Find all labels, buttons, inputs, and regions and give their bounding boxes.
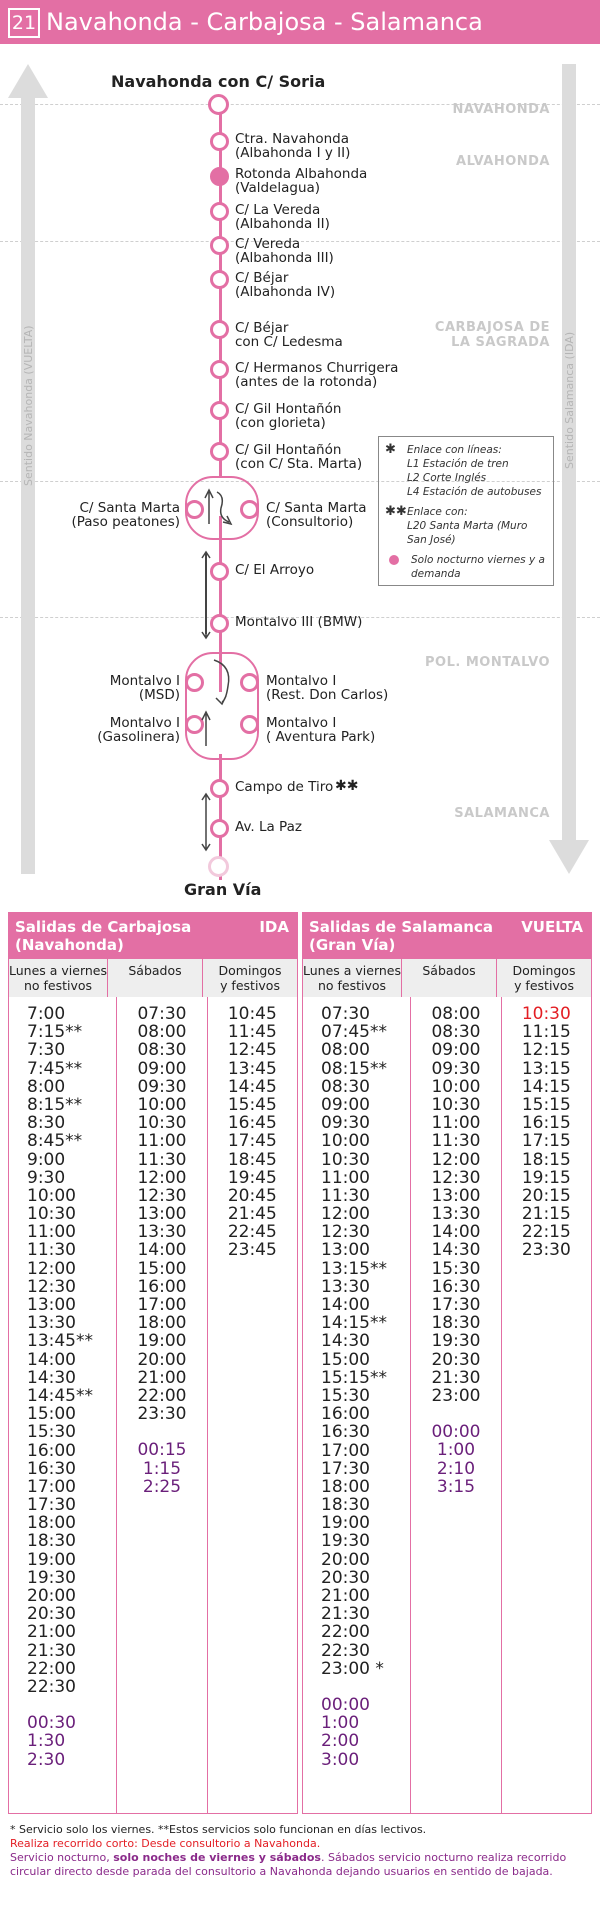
stop-marker[interactable] <box>210 132 229 151</box>
departure-time: 15:00 <box>321 1349 370 1370</box>
night-departure-time: 1:30 <box>27 1731 66 1752</box>
departure-time: 23:30 <box>521 1240 571 1261</box>
time-column <box>9 997 117 1813</box>
stop-label: Av. La Paz <box>235 819 302 835</box>
departure-time: 18:30 <box>321 1495 370 1516</box>
departure-time: 20:30 <box>321 1567 370 1588</box>
interchange-icon: ✱✱ <box>385 504 407 519</box>
departure-time: 19:30 <box>321 1531 370 1552</box>
departure-time: 13:00 <box>431 1185 481 1206</box>
departure-time: 14:15** <box>321 1313 387 1334</box>
stop-gran-via[interactable] <box>208 856 229 877</box>
direction-label: VUELTA <box>521 918 583 936</box>
departure-time: 19:45 <box>227 1167 277 1188</box>
departure-time: 14:00 <box>137 1240 187 1261</box>
timetable-title: Salidas de Salamanca (Gran Vía) <box>309 918 493 954</box>
departure-time: 22:00 <box>321 1622 370 1643</box>
legend-line: L4 Estación de autobuses <box>407 486 542 498</box>
night-departure-time: 1:15 <box>142 1458 182 1479</box>
departure-time: 11:00 <box>137 1131 187 1152</box>
night-departure-time: 00:15 <box>137 1440 187 1461</box>
stop-label: C/ Vereda (Albahonda III) <box>235 236 334 266</box>
departure-time: 21:00 <box>27 1622 76 1643</box>
stop-label: C/ Gil Hontañón (con C/ Sta. Marta) <box>235 442 363 472</box>
departure-time: 08:30 <box>321 1076 370 1097</box>
departure-time: 15:30 <box>27 1422 76 1443</box>
time-column <box>208 997 297 1813</box>
footnote-line: * Servicio solo los viernes. **Estos servicios solo funcionan en días lectivos. <box>10 1823 427 1836</box>
departure-time: 08:30 <box>431 1022 481 1043</box>
timetable-title: Salidas de Carbajosa (Navahonda) <box>15 918 192 954</box>
departure-time: 12:00 <box>321 1204 370 1225</box>
loop-arrows-icon <box>203 484 239 530</box>
departure-time: 16:45 <box>227 1113 277 1134</box>
footnote-line: Servicio nocturno, solo noches de viernes y sábados. Sábados servicio nocturno realiza recorrido circular directo desde parada del consultorio a Navahonda dejando usuarios en sentido de bajada. <box>10 1851 567 1878</box>
departure-time: 13:00 <box>137 1204 187 1225</box>
legend-line: L2 Corte Inglés <box>407 472 487 484</box>
departure-time: 15:30 <box>431 1258 481 1279</box>
departure-time: 21:00 <box>137 1367 187 1388</box>
departure-time: 14:30 <box>431 1240 481 1261</box>
night-departure-time: 1:00 <box>436 1440 476 1461</box>
column-header: Domingos y festivos <box>512 963 576 993</box>
zone-label-salamanca: SALAMANCA <box>454 806 550 821</box>
legend-line: Solo nocturno viernes y a demanda <box>411 554 545 580</box>
departure-time: 17:00 <box>321 1440 370 1461</box>
departure-time: 7:15** <box>27 1022 83 1043</box>
departure-time: 12:30 <box>321 1222 370 1243</box>
stop-label: Montalvo I ( Aventura Park) <box>266 715 376 745</box>
night-departure-time: 2:25 <box>142 1476 182 1497</box>
departure-time: 21:30 <box>27 1640 76 1661</box>
stop-label: C/ El Arroyo <box>235 562 315 578</box>
legend-line: L20 Santa Marta (Muro <box>407 520 528 532</box>
footnotes <box>10 1823 590 1879</box>
legend-line: San José) <box>407 534 456 546</box>
departure-time: 16:30 <box>431 1276 481 1297</box>
departure-time: 13:15** <box>321 1258 387 1279</box>
night-departure-time: 2:30 <box>27 1749 66 1770</box>
stop-label: Montalvo III (BMW) <box>235 614 363 630</box>
departure-time: 19:00 <box>27 1549 76 1570</box>
departure-time: 19:30 <box>27 1567 76 1588</box>
departure-time: 20:00 <box>27 1586 76 1606</box>
departure-time: 17:30 <box>321 1458 370 1479</box>
interchange-icon: ✱✱ <box>335 778 359 794</box>
departure-time: 08:00 <box>321 1040 370 1061</box>
departure-time: 10:30 <box>137 1113 187 1134</box>
departure-time: 15:00 <box>27 1404 76 1425</box>
departure-time: 18:00 <box>137 1313 187 1334</box>
departure-time: 11:30 <box>321 1185 370 1206</box>
departure-time: 15:15** <box>321 1367 387 1388</box>
ida-direction-label: Sentido Salamanca (IDA) <box>563 331 576 469</box>
departure-time: 8:00 <box>27 1076 66 1097</box>
stop-label: C/ Béjar con C/ Ledesma <box>235 320 343 350</box>
departure-time: 8:45** <box>27 1131 83 1152</box>
stop-marker[interactable] <box>210 270 229 289</box>
departure-time: 11:00 <box>431 1113 481 1134</box>
departure-time: 13:30 <box>321 1276 370 1297</box>
departure-time: 11:45 <box>227 1022 277 1043</box>
legend-line: L1 Estación de tren <box>407 458 509 470</box>
departure-time: 11:30 <box>431 1131 481 1152</box>
time-column <box>502 997 591 1813</box>
departure-time: 08:15** <box>321 1058 387 1079</box>
departure-time: 15:30 <box>321 1385 370 1406</box>
departure-time: 15:15 <box>521 1094 571 1115</box>
departure-time: 17:00 <box>27 1476 76 1497</box>
stop-marker[interactable] <box>185 500 204 519</box>
footnote-line: Realiza recorrido corto: Desde consultorio a Navahonda. <box>10 1837 321 1850</box>
departure-time: 22:15 <box>521 1222 571 1243</box>
departure-time: 10:00 <box>321 1131 370 1152</box>
departure-time: 23:45 <box>227 1240 277 1261</box>
departure-time: 15:45 <box>227 1094 277 1115</box>
night-departure-time: 2:00 <box>321 1731 360 1752</box>
departure-time: 10:45 <box>227 1004 277 1024</box>
departure-time: 08:00 <box>431 1004 481 1024</box>
departure-time: 20:15 <box>521 1185 571 1206</box>
up-arrow-icon <box>8 64 48 98</box>
departure-time: 17:30 <box>431 1295 481 1315</box>
stop-label: Campo de Tiro <box>235 779 334 795</box>
departure-time: 21:45 <box>227 1204 277 1225</box>
departure-time: 16:00 <box>27 1440 76 1461</box>
legend-title: Enlace con: <box>407 506 468 518</box>
stop-marker[interactable] <box>240 500 259 519</box>
departure-time: 22:45 <box>227 1222 277 1243</box>
departure-time: 09:00 <box>321 1094 370 1115</box>
stop-marker[interactable] <box>210 779 229 798</box>
departure-time: 08:00 <box>137 1022 187 1043</box>
stop-marker[interactable] <box>210 320 229 339</box>
departure-time: 12:15 <box>521 1040 571 1061</box>
stop-label: C/ Santa Marta (Paso peatones) <box>71 500 180 530</box>
departure-time: 20:30 <box>27 1604 76 1625</box>
vuelta-direction-label: Sentido Navahonda (VUELTA) <box>22 325 35 486</box>
zone-label-montalvo: POL. MONTALVO <box>425 655 550 670</box>
time-column <box>303 997 411 1813</box>
departure-time: 23:00 <box>431 1385 481 1406</box>
stop-marker[interactable] <box>240 715 259 734</box>
interchange-icon: ✱ <box>385 442 396 457</box>
departure-time: 18:15 <box>521 1149 571 1170</box>
departure-time: 20:00 <box>321 1549 370 1570</box>
night-departure-time: 2:10 <box>436 1458 476 1479</box>
zone-label-navahonda: NAVAHONDA <box>452 102 550 117</box>
departure-time: 14:00 <box>431 1222 481 1243</box>
stop-label: C/ Béjar (Albahonda IV) <box>235 270 336 300</box>
departure-time: 10:00 <box>137 1094 187 1115</box>
departure-time: 10:30 <box>431 1094 481 1115</box>
night-stop-icon <box>389 555 399 565</box>
departure-time: 12:30 <box>27 1276 76 1297</box>
departure-time: 18:30 <box>431 1313 481 1334</box>
departure-time: 16:00 <box>137 1276 187 1297</box>
departure-time: 14:00 <box>27 1349 76 1370</box>
departure-time: 14:30 <box>321 1331 370 1352</box>
departure-time: 16:15 <box>521 1113 571 1134</box>
departure-time: 23:30 <box>137 1404 187 1425</box>
departure-time: 12:30 <box>431 1167 481 1188</box>
departure-time: 14:45** <box>27 1385 93 1406</box>
departure-time: 11:30 <box>27 1240 76 1261</box>
departure-time: 13:15 <box>521 1058 571 1079</box>
departure-time: 13:30 <box>27 1313 76 1334</box>
direction-label: IDA <box>259 918 289 936</box>
departure-time: 12:00 <box>137 1167 187 1188</box>
departure-time: 18:00 <box>321 1476 370 1497</box>
departure-time: 19:15 <box>521 1167 571 1188</box>
departure-time: 11:00 <box>27 1222 76 1243</box>
stop-navahonda-soria[interactable] <box>208 94 229 115</box>
departure-time: 8:30 <box>27 1113 66 1134</box>
legend-title: Enlace con líneas: <box>407 444 502 456</box>
departure-time: 09:00 <box>137 1058 187 1079</box>
timetable-header <box>9 913 297 959</box>
departure-time: 13:00 <box>321 1240 370 1261</box>
departure-time: 10:30 <box>321 1149 370 1170</box>
stop-marker[interactable] <box>210 562 229 581</box>
time-column <box>117 997 207 1813</box>
departure-time: 8:15** <box>27 1094 83 1115</box>
stop-label: Ctra. Navahonda (Albahonda I y II) <box>235 131 351 161</box>
departure-time: 21:30 <box>321 1604 370 1625</box>
departure-time: 18:00 <box>27 1513 76 1534</box>
departure-time: 09:00 <box>431 1040 481 1061</box>
departure-time: 21:15 <box>521 1204 571 1225</box>
stop-marker[interactable] <box>210 202 229 221</box>
double-arrow-icon <box>200 792 212 852</box>
stop-marker[interactable] <box>210 442 229 461</box>
departure-time: 22:00 <box>137 1385 187 1406</box>
route-map <box>0 44 600 900</box>
departure-time: 19:00 <box>321 1513 370 1534</box>
column-header: Sábados <box>108 959 203 997</box>
zone-label-alvahonda: ALVAHONDA <box>456 154 550 169</box>
column-header: Domingos y festivos <box>218 963 282 993</box>
night-departure-time: 00:00 <box>431 1422 481 1443</box>
departure-time: 12:00 <box>27 1258 76 1279</box>
departure-time: 08:30 <box>137 1040 187 1061</box>
stop-marker[interactable] <box>210 819 229 838</box>
stop-label: C/ Hermanos Churrigera (antes de la rotonda) <box>235 360 399 390</box>
departure-time: 9:30 <box>27 1167 66 1188</box>
departure-time: 14:45 <box>227 1076 277 1097</box>
loop-arrows-icon <box>200 656 240 750</box>
departure-time: 23:00 * <box>321 1658 384 1679</box>
departure-time: 17:45 <box>227 1131 277 1152</box>
stop-label: Rotonda Albahonda (Valdelagua) <box>235 166 368 196</box>
departure-time: 20:00 <box>137 1349 187 1370</box>
departure-time: 17:00 <box>137 1295 187 1315</box>
stop-marker[interactable] <box>240 673 259 692</box>
night-departure-time: 1:00 <box>321 1713 360 1734</box>
stop-marker-night[interactable] <box>210 167 229 186</box>
departure-time: 7:45** <box>27 1058 83 1079</box>
stop-label: C/ Santa Marta (Consultorio) <box>266 500 367 530</box>
departure-time: 17:30 <box>27 1495 76 1516</box>
route-line <box>219 106 222 476</box>
departure-time: 16:00 <box>321 1404 370 1425</box>
stop-marker[interactable] <box>210 236 229 255</box>
departure-time: 11:15 <box>521 1022 571 1043</box>
column-header: Sábados <box>402 959 497 997</box>
departure-time: 22:30 <box>27 1676 76 1697</box>
departure-time: 11:30 <box>137 1149 187 1170</box>
departure-time: 10:30 <box>27 1204 76 1225</box>
departure-time: 16:30 <box>27 1458 76 1479</box>
night-departure-time: 00:00 <box>321 1694 370 1715</box>
departure-time: 11:00 <box>321 1167 370 1188</box>
departure-time: 07:30 <box>321 1004 370 1024</box>
departure-time: 09:30 <box>137 1076 187 1097</box>
departure-time: 18:45 <box>227 1149 277 1170</box>
departure-time: 22:30 <box>321 1640 370 1661</box>
departure-time: 12:00 <box>431 1149 481 1170</box>
stop-label: C/ Gil Hontañón (con glorieta) <box>235 401 342 431</box>
departure-time: 22:00 <box>27 1658 76 1679</box>
departure-time: 13:30 <box>431 1204 481 1225</box>
departure-time: 13:30 <box>137 1222 187 1243</box>
stop-marker[interactable] <box>210 360 229 379</box>
timetable-header <box>303 913 591 959</box>
departure-time: 12:30 <box>137 1185 187 1206</box>
stop-label: Montalvo I (Gasolinera) <box>97 715 180 745</box>
departure-time: 14:15 <box>521 1076 571 1097</box>
departure-time: 21:00 <box>321 1586 370 1606</box>
zone-label-carbajosa: CARBAJOSA DE LA SAGRADA <box>434 320 550 350</box>
departure-time: 19:00 <box>137 1331 187 1352</box>
stop-marker[interactable] <box>210 401 229 420</box>
departure-time: 09:30 <box>431 1058 481 1079</box>
departure-time: 10:00 <box>27 1185 76 1206</box>
time-column <box>411 997 501 1813</box>
stop-label: Montalvo I (MSD) <box>109 673 180 703</box>
stop-marker[interactable] <box>210 614 229 633</box>
column-header: Lunes a viernes no festivos <box>303 959 402 997</box>
departure-time: 9:00 <box>27 1149 66 1170</box>
departure-time: 18:30 <box>27 1531 76 1552</box>
column-header: Lunes a viernes no festivos <box>9 959 108 997</box>
origin-stop-name: Navahonda con C/ Soria <box>111 72 326 91</box>
departure-time: 14:30 <box>27 1367 76 1388</box>
map-legend <box>378 436 554 586</box>
night-departure-time: 3:15 <box>436 1476 476 1497</box>
departure-time: 17:15 <box>521 1131 571 1152</box>
departure-time: 07:30 <box>137 1004 187 1024</box>
route-number-badge: 21 <box>8 8 40 38</box>
departure-time: 10:00 <box>431 1076 481 1097</box>
night-departure-time: 3:00 <box>321 1749 360 1770</box>
route-title: Navahonda - Carbajosa - Salamanca <box>46 8 483 36</box>
departure-time: 13:45** <box>27 1331 93 1352</box>
departure-time: 21:30 <box>431 1367 481 1388</box>
stop-label: C/ La Vereda (Albahonda II) <box>235 202 330 232</box>
route-header <box>0 0 600 44</box>
night-departure-time: 00:30 <box>27 1713 76 1734</box>
departure-time: 09:30 <box>321 1113 370 1134</box>
departure-time: 16:30 <box>321 1422 370 1443</box>
departure-time: 15:00 <box>137 1258 187 1279</box>
departure-time: 19:30 <box>431 1331 481 1352</box>
departure-time: 7:00 <box>27 1004 66 1024</box>
timetable-vuelta <box>302 912 592 1814</box>
departure-time: 20:30 <box>431 1349 481 1370</box>
departure-time: 7:30 <box>27 1040 66 1061</box>
departure-time: 07:45** <box>321 1022 387 1043</box>
departure-time: 14:00 <box>321 1295 370 1315</box>
departure-time: 12:45 <box>227 1040 277 1061</box>
departure-time: 10:30 <box>521 1004 571 1024</box>
stop-label: Montalvo I (Rest. Don Carlos) <box>266 673 389 703</box>
down-arrow-icon <box>549 840 589 874</box>
timetable-ida <box>8 912 298 1814</box>
departure-time: 20:45 <box>227 1185 277 1206</box>
destination-stop-name: Gran Vía <box>184 880 262 899</box>
departure-time: 13:00 <box>27 1295 76 1315</box>
departure-time: 13:45 <box>227 1058 277 1079</box>
